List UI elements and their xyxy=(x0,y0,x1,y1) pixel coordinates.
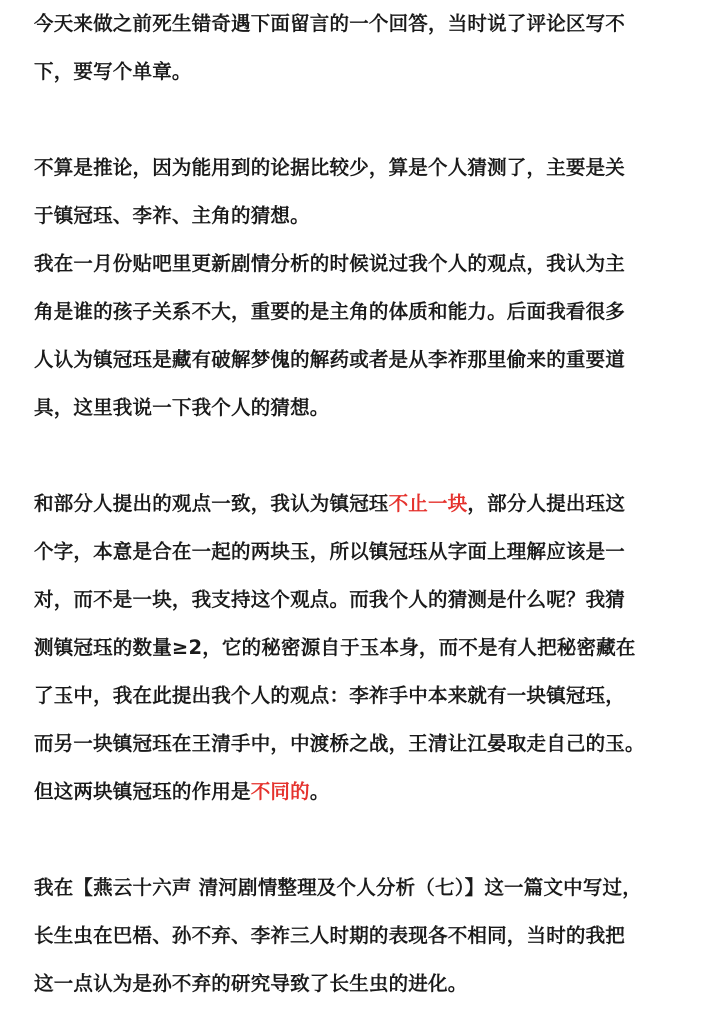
text-line: 对，而不是一块，我支持这个观点。而我个人的猜测是什么呢？我猜 xyxy=(34,588,626,611)
paragraph-gap xyxy=(34,432,694,480)
paragraph-premise xyxy=(34,144,694,240)
text-line: 而另一块镇冠珏在王清手中，中渡桥之战，王清让江晏取走自己的玉。 xyxy=(34,732,645,755)
text-line: 不算是推论，因为能用到的论据比较少，算是个人猜测了，主要是关 xyxy=(34,156,626,179)
highlight-text: 不止一块 xyxy=(388,492,468,515)
text-line: 我在一月份贴吧里更新剧情分析的时候说过我个人的观点，我认为主 xyxy=(34,252,626,275)
text-line: 今天来做之前死生错奇遇下面留言的一个回答，当时说了评论区写不 xyxy=(34,12,626,35)
paragraph-reference xyxy=(34,864,694,1008)
text-line: 人认为镇冠珏是藏有破解梦傀的解药或者是从李祚那里偷来的重要道 xyxy=(34,348,626,371)
article-body xyxy=(34,0,694,1008)
text-segment: 。 xyxy=(309,780,330,803)
paragraph-intro xyxy=(34,0,694,96)
text-line: 了玉中，我在此提出我个人的观点：李祚手中本来就有一块镇冠珏， xyxy=(34,684,626,707)
text-line xyxy=(34,480,694,528)
text-line: 测镇冠珏的数量≥2，它的秘密源自于玉本身，而不是有人把秘密藏在 xyxy=(34,636,636,659)
paragraph-gap xyxy=(34,96,694,144)
text-line: 具，这里我说一下我个人的猜想。 xyxy=(34,396,330,419)
paragraph-background xyxy=(34,240,694,432)
text-line: 个字，本意是合在一起的两块玉，所以镇冠珏从字面上理解应该是一 xyxy=(34,540,626,563)
text-line xyxy=(34,768,694,816)
text-line: 这一点认为是孙不弃的研究导致了长生虫的进化。 xyxy=(34,972,468,995)
text-segment: ，部分人提出珏这 xyxy=(467,492,626,515)
text-line: 我在【燕云十六声 清河剧情整理及个人分析（七）】这一篇文中写过， xyxy=(34,876,642,899)
text-line: 于镇冠珏、李祚、主角的猜想。 xyxy=(34,204,310,227)
text-segment: 和部分人提出的观点一致，我认为镇冠珏 xyxy=(34,492,389,515)
paragraph-gap xyxy=(34,816,694,864)
highlight-text: 不同的 xyxy=(250,780,310,803)
text-line: 下，要写个单章。 xyxy=(34,60,192,83)
paragraph-theory xyxy=(34,480,694,816)
text-line: 角是谁的孩子关系不大，重要的是主角的体质和能力。后面我看很多 xyxy=(34,300,626,323)
text-line: 长生虫在巴梧、孙不弃、李祚三人时期的表现各不相同，当时的我把 xyxy=(34,924,626,947)
text-segment: 但这两块镇冠珏的作用是 xyxy=(34,780,251,803)
